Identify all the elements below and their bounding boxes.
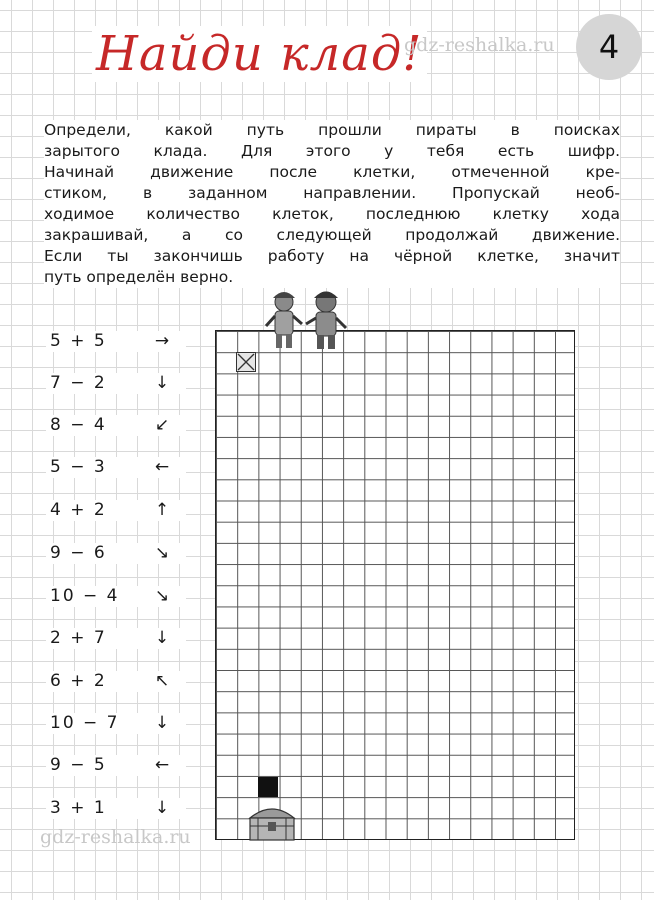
instruction-line: Начинай движение после клетки, отмеченной кре- [44, 163, 620, 181]
cipher-row [46, 586, 186, 607]
cipher-row [46, 755, 186, 776]
cipher-expression: 3 + 1 [50, 798, 107, 818]
pirates-icon [262, 288, 352, 352]
cipher-row [46, 798, 186, 819]
cipher-row [46, 713, 186, 734]
cipher-expression: 2 + 7 [50, 628, 107, 648]
page-number: 4 [598, 28, 620, 66]
arrow-down-icon: ↓ [154, 628, 170, 648]
cipher-expression: 5 + 5 [50, 331, 107, 351]
cipher-expression: 10 − 7 [50, 713, 120, 733]
page-title: Найди клад! [92, 26, 427, 82]
cipher-expression: 5 − 3 [50, 457, 107, 477]
arrow-up-left-icon: ↖ [154, 671, 170, 691]
instruction-line: зарытого клада. Для этого у тебя есть шифр. [44, 142, 620, 160]
treasure-map-grid[interactable] [215, 330, 575, 840]
cipher-row [46, 415, 186, 436]
watermark-bottom: gdz-reshalka.ru [40, 826, 191, 848]
black-target-cell[interactable] [258, 777, 278, 797]
arrow-right-icon: → [154, 331, 170, 351]
arrow-down-icon: ↓ [154, 798, 170, 818]
instruction-line: Если ты закончишь работу на чёрной клетке, значит [44, 247, 620, 265]
arrow-left-icon: ← [154, 755, 170, 775]
cipher-expression: 7 − 2 [50, 373, 107, 393]
watermark-top: gdz-reshalka.ru [404, 34, 555, 56]
cipher-row [46, 331, 186, 352]
arrow-down-left-icon: ↙ [154, 415, 170, 435]
arrow-left-icon: ← [154, 457, 170, 477]
cipher-row [46, 543, 186, 564]
cipher-expression: 9 − 5 [50, 755, 107, 775]
cross-icon [237, 353, 255, 371]
cipher-row [46, 628, 186, 649]
instruction-line: закрашивай, а со следующей продолжай движение. [44, 226, 620, 244]
cipher-expression: 10 − 4 [50, 586, 120, 606]
cipher-expression: 9 − 6 [50, 543, 107, 563]
instruction-line: путь определён верно. [44, 268, 234, 286]
instruction-line: ходимое количество клеток, последнюю клетку хода [44, 205, 620, 223]
instructions-text [44, 120, 620, 288]
cipher-expression: 8 − 4 [50, 415, 107, 435]
arrow-down-icon: ↓ [154, 373, 170, 393]
treasure-chest-icon [246, 800, 298, 846]
cipher-row [46, 457, 186, 478]
arrow-up-icon: ↑ [154, 500, 170, 520]
page-number-badge [576, 14, 642, 80]
cipher-expression: 6 + 2 [50, 671, 107, 691]
arrow-down-right-icon: ↘ [154, 543, 170, 563]
start-cell[interactable] [236, 352, 256, 372]
cipher-row [46, 671, 186, 692]
cipher-row [46, 373, 186, 394]
cipher-expression: 4 + 2 [50, 500, 107, 520]
instruction-line: Определи, какой путь прошли пираты в поисках [44, 121, 620, 139]
instruction-line: стиком, в заданном направлении. Пропускай необ- [44, 184, 620, 202]
cipher-row [46, 500, 186, 521]
arrow-down-right-icon: ↘ [154, 586, 170, 606]
arrow-down-icon: ↓ [154, 713, 170, 733]
